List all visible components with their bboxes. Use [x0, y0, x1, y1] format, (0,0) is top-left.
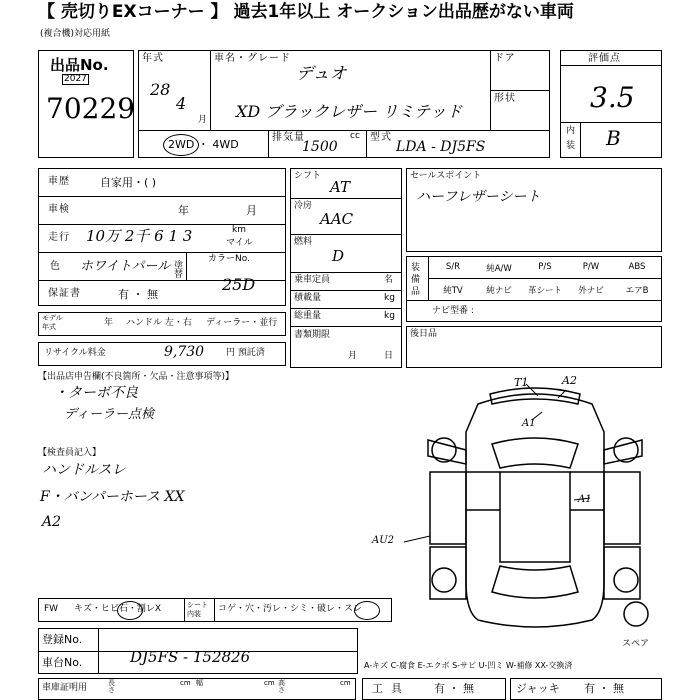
- warranty-label: 保証書: [48, 288, 81, 299]
- inspector-label: 【検査員記入】: [38, 448, 102, 458]
- mileage-label: 走行: [48, 232, 70, 243]
- color-no-label: カラーNo.: [208, 254, 250, 264]
- fuel-label: 燃料: [294, 237, 313, 247]
- shaken-label: 車検: [48, 204, 70, 215]
- model-label: 型式: [370, 132, 392, 143]
- inspector-line-1: ハンドルスレ: [42, 462, 126, 478]
- displacement-value: 1500: [302, 139, 338, 155]
- doc-day: 日: [384, 351, 394, 361]
- door-label: ドア: [494, 53, 516, 64]
- cert-height-unit: cm: [340, 679, 351, 687]
- fuel-value: D: [332, 247, 345, 265]
- seat-items: コゲ・穴・汚レ・シミ・破レ・スレ: [218, 604, 363, 614]
- rekisha-value: 自家用・( ): [100, 176, 157, 189]
- jack-label: ジャッキ: [516, 682, 560, 695]
- diagram-annotation-3: A1: [522, 418, 536, 429]
- capacity-unit: 名: [384, 275, 394, 285]
- displacement-label: 排気量: [272, 132, 305, 143]
- equipment-row-1-item: P/W: [582, 262, 600, 272]
- equipment-row-2-item: 純TV: [443, 286, 463, 296]
- doc-unit: 月: [348, 351, 358, 361]
- shift-label: シフト: [294, 171, 322, 181]
- month-unit: 月: [198, 115, 208, 125]
- inspector-line-2: F・バンパーホース XX: [40, 489, 185, 505]
- lot-number: 70229: [46, 92, 136, 125]
- dealer-label: ディーラー・並行: [206, 318, 278, 328]
- inspector-line-3: A2: [42, 514, 62, 530]
- equipment-row-2-item: 革シート: [527, 286, 562, 296]
- cert-length-unit: cm: [180, 679, 191, 687]
- report-label: 【出品店申告欄(不良箇所・欠品・注意事項等)】: [38, 372, 235, 382]
- score-label: 評価点: [588, 53, 621, 64]
- equipment-row-1-item: S/R: [445, 262, 461, 272]
- load-unit: kg: [384, 293, 395, 303]
- cert-label: 車庫証明用: [42, 683, 88, 693]
- load-label: 積載量: [294, 293, 322, 303]
- doc-label: 書類期限: [294, 330, 331, 340]
- sales-label: セールスポイント: [410, 171, 482, 181]
- interior-label-2: 装: [566, 141, 576, 151]
- diagram-annotation-5-text: AU2: [372, 535, 395, 546]
- name-value: デュオ: [296, 64, 347, 84]
- weight-unit: kg: [384, 311, 395, 321]
- mile-unit: マイル: [226, 238, 253, 248]
- shift-value: AT: [330, 178, 351, 196]
- diagram-annotation-1: T1: [514, 376, 529, 389]
- tool-value: 有 ・ 無: [434, 682, 474, 695]
- diagram-annotation-2: A2: [562, 374, 577, 387]
- lot-kaijo: 2027: [64, 74, 87, 84]
- cert-length: 長さ: [108, 679, 115, 694]
- ac-label: 冷房: [294, 201, 313, 211]
- model-value: LDA - DJ5FS: [396, 139, 486, 155]
- fw-items: キズ・ヒビ石・割レX: [74, 604, 161, 614]
- fw-circle: [117, 601, 143, 620]
- fw-label: FW: [44, 604, 59, 614]
- score-value: 3.5: [590, 81, 635, 114]
- lot-label: 出品No.: [50, 56, 109, 74]
- month-value: 4: [176, 94, 187, 113]
- km-unit: km: [232, 225, 246, 235]
- tool-label: 工具: [372, 682, 410, 695]
- model-year-label: モデル年式: [42, 314, 63, 331]
- weight-label: 総重量: [294, 311, 322, 321]
- shaken-month-unit: 月: [246, 204, 257, 217]
- afterparts-box: [406, 326, 662, 368]
- warranty-value: 有 ・ 無: [118, 288, 158, 301]
- year-label: 年式: [142, 53, 164, 64]
- diagram-annotation-4: A1: [578, 494, 592, 505]
- equipment-label: 装備品: [411, 263, 421, 297]
- seat-circle: [354, 601, 380, 620]
- cc-unit: cc: [350, 131, 360, 141]
- equipment-row-2-item: 外ナビ: [578, 286, 604, 296]
- recycle-unit: 円 預託済: [226, 348, 265, 358]
- ac-value: AAC: [320, 210, 354, 228]
- interior-value: B: [606, 126, 621, 150]
- color-label: 色: [50, 261, 61, 272]
- name-label: 車名・グレード: [214, 53, 291, 64]
- recycle-value: 9,730: [164, 344, 205, 360]
- year-value: 28: [150, 80, 171, 99]
- cert-width-unit: cm: [264, 679, 275, 687]
- color-no-value: 25D: [222, 275, 256, 294]
- equipment-row-2-item: 純ナビ: [486, 286, 512, 296]
- cert-width: 幅: [196, 679, 203, 687]
- paint-label: 塗替: [172, 260, 182, 278]
- sheet-title: 【 売切りEXコーナー 】 過去1年以上 オークション出品歴がない車両: [38, 2, 574, 22]
- handle-label: ハンドル 左・右: [126, 318, 192, 328]
- mileage-value: 10万 2千 6 1 3: [86, 227, 193, 245]
- equipment-row-2-item: エアB: [625, 286, 649, 296]
- capacity-label: 乗車定員: [294, 275, 331, 285]
- sheet-subnote: (複合機)対応用紙: [40, 29, 111, 39]
- damage-legend: A-キズ C-腐食 E-エクボ S-サビ U-凹ミ W-補修 XX-交換済: [364, 661, 573, 670]
- equipment-row-1-item: P/S: [538, 262, 552, 272]
- equipment-row-1-item: 純A/W: [486, 264, 512, 274]
- report-line-2: ディーラー点検: [64, 407, 154, 422]
- recycle-label: リサイクル料金: [44, 348, 106, 358]
- grade-value: XD ブラックレザー リミテッド: [236, 102, 463, 121]
- jack-value: 有 ・ 無: [584, 682, 624, 695]
- cert-height: 高さ: [278, 679, 285, 694]
- sales-value: ハーフレザーシート: [416, 189, 541, 205]
- shaken-year-unit: 年: [178, 204, 189, 217]
- shape-label: 形状: [494, 93, 516, 104]
- navi-label: ナビ型番 :: [432, 306, 474, 316]
- model-year-unit: 年: [104, 318, 114, 328]
- report-line-1: ・ターボ不良: [54, 385, 138, 401]
- seat-label: シート内装: [187, 601, 208, 618]
- car-diagram: [400, 372, 670, 642]
- color-value: ホワイトパール: [80, 259, 171, 274]
- drive-value: 2WD ・ 4WD: [168, 138, 239, 151]
- rekisha-label: 車歴: [48, 176, 70, 187]
- equipment-row-1-item: ABS: [628, 262, 646, 272]
- reg-label: 登録No.: [42, 633, 83, 646]
- spare-label: スペア: [622, 639, 650, 649]
- drive-circle: [163, 134, 199, 156]
- afterparts-label: 後日品: [410, 329, 438, 339]
- interior-label-1: 内: [566, 126, 576, 136]
- chassis-label: 車台No.: [42, 656, 83, 669]
- chassis-value: DJ5FS - 152826: [130, 648, 251, 666]
